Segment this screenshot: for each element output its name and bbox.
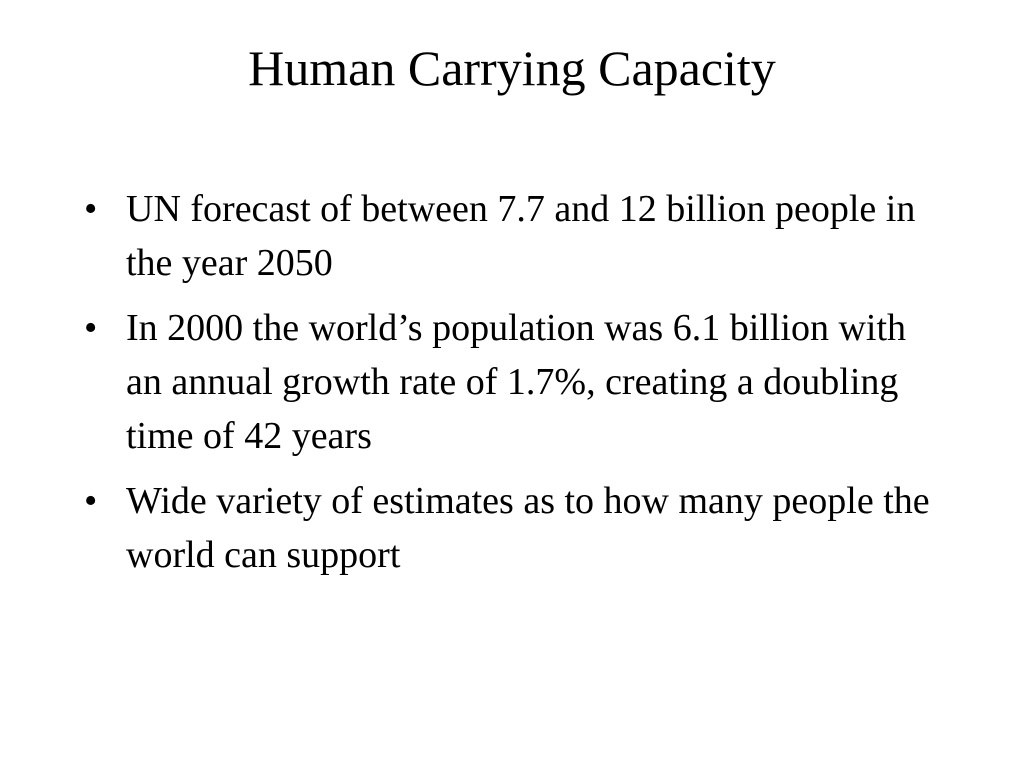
bullet-text-un-forecast: UN forecast of between 7.7 and 12 billion people in the year 2050 (126, 188, 916, 284)
bullet-list (84, 182, 934, 593)
bullet-item (84, 182, 934, 290)
bullet-item (84, 474, 934, 582)
bullet-text-estimates: Wide variety of estimates as to how many people the world can support (126, 480, 930, 576)
bullet-icon: • (84, 188, 98, 230)
slide-title: Human Carrying Capacity (248, 40, 776, 96)
bullet-text-2000-population: In 2000 the world’s population was 6.1 billion with an annual growth rate of 1.7%, creating a doubling time of 42 years (126, 307, 907, 457)
bullet-icon: • (84, 480, 98, 522)
bullet-item (84, 301, 934, 463)
bullet-icon: • (84, 307, 98, 349)
